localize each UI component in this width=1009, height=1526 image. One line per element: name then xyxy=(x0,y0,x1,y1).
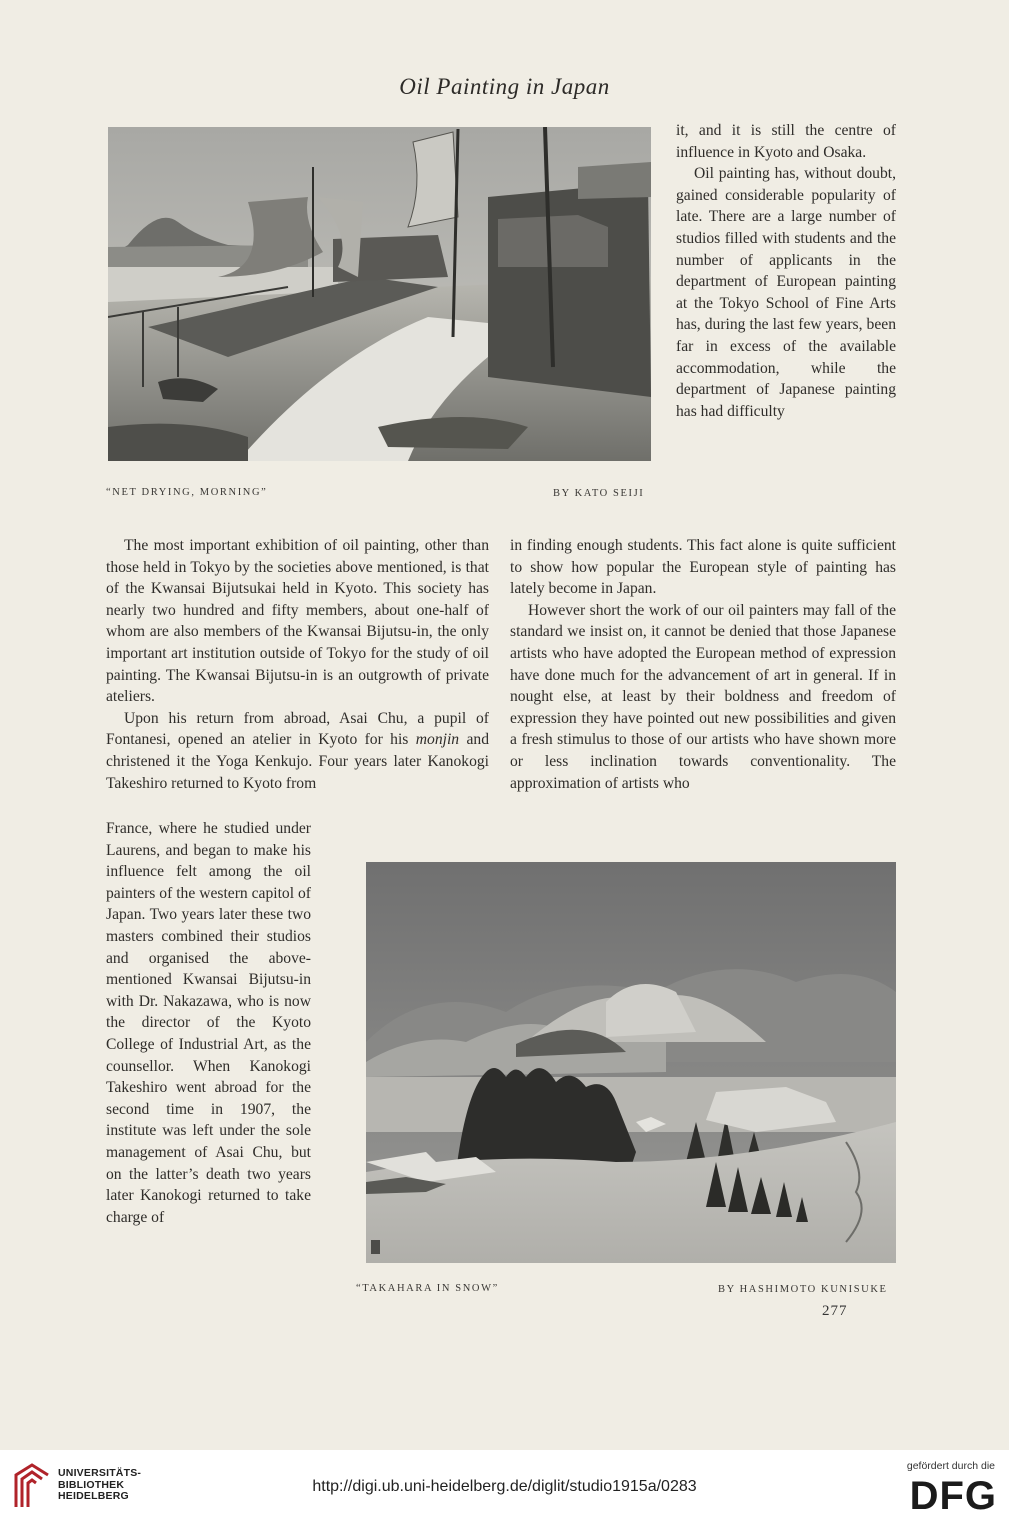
paragraph: France, where he studied under Laurens, and began to make his influence felt among the oil painters of the western capitol of Japan. Two years later these two masters combined their studios and organised the above-mentioned Kwansai Bijutsu-in with Dr. Nakazawa, who is now the director of the Kyoto College of Industrial Art, as the counsellor. When Kanokogi Takeshiro went abroad for the second time in 1907, the institute was left under the sole management of Asai Chu, but on the latter’s death two years later Kanokogi returned to take charge of xyxy=(106,820,311,1226)
column-left xyxy=(106,535,489,794)
plate-net-drying xyxy=(108,127,651,461)
paragraph: in finding enough students. This fact alone is quite sufficient to show how popular the European style of painting has lately become in Japan. xyxy=(510,537,896,598)
column-left-narrow xyxy=(106,818,311,1228)
figure-1-artist: BY KATO SEIJI xyxy=(553,488,645,499)
library-name-line: UNIVERSITÄTS- xyxy=(58,1467,142,1479)
paragraph: However short the work of our oil painters may fall of the standard we insist on, it cannot be denied that those Japanese artists who have adopted the European method of expression have done much for the advancement of art in general. If in nought else, at least by their boldness and freedom of expression they have pointed out new possibilities and given a fresh stimulus to those of our artists who have shown more or less inclination towards conventionality. The approximation of artists who xyxy=(510,601,896,792)
paragraph: it, and it is still the centre of influence in Kyoto and Osaka. xyxy=(676,122,896,161)
library-name-line: BIBLIOTHEK xyxy=(58,1478,125,1491)
paragraph xyxy=(106,708,489,794)
funded-by-label: gefördert durch die xyxy=(906,1460,995,1472)
dfg-logo: DFG xyxy=(909,1474,997,1518)
italic-term: monjin xyxy=(415,731,460,749)
painting-net-drying xyxy=(108,127,651,461)
paragraph: Oil painting has, without doubt, gained considerable popularity of late. There are a large number of studios filled with students and the number of applicants in the department of European painting at the Tokyo School of Fine Arts has, during the last few years, been far in excess of the available accommodation, while the department of Japanese painting has had difficulty xyxy=(676,165,896,420)
text-run: Upon his return from abroad, Asai Chu, a pupil of Fontanesi, opened an atelier in Kyoto for his xyxy=(106,709,489,749)
page-number: 277 xyxy=(822,1303,848,1319)
paragraph: The most important exhibition of oil painting, other than those held in Tokyo by the societies above mentioned, is that of the Kwansai Bijutsukai held in Kyoto. This society has nearly two hundred and fifty members, about one-half of whom are also members of the Kwansai Bijutsu-in, the only important art institution outside of Tokyo for the study of oil painting. The Kwansai Bijutsu-in is an outgrowth of private ateliers. xyxy=(106,537,489,706)
source-url-link[interactable]: http://digi.ub.uni-heidelberg.de/diglit/studio1915a/0283 xyxy=(312,1478,697,1495)
running-title: Oil Painting in Japan xyxy=(399,74,610,99)
column-right-top xyxy=(676,120,896,422)
library-name-line: HEIDELBERG xyxy=(58,1490,129,1502)
figure-2-title: “TAKAHARA IN SNOW” xyxy=(356,1283,499,1294)
painting-takahara-snow xyxy=(366,862,896,1263)
figure-1-title: “NET DRYING, MORNING” xyxy=(106,487,268,498)
plate-takahara-snow xyxy=(366,862,896,1263)
text-run: and christened it the Yoga Kenkujo. Four years later Kanokogi Takeshiro returned to Kyoto from xyxy=(106,731,490,792)
figure-2-artist: BY HASHIMOTO KUNISUKE xyxy=(718,1284,888,1295)
column-right xyxy=(510,535,896,794)
